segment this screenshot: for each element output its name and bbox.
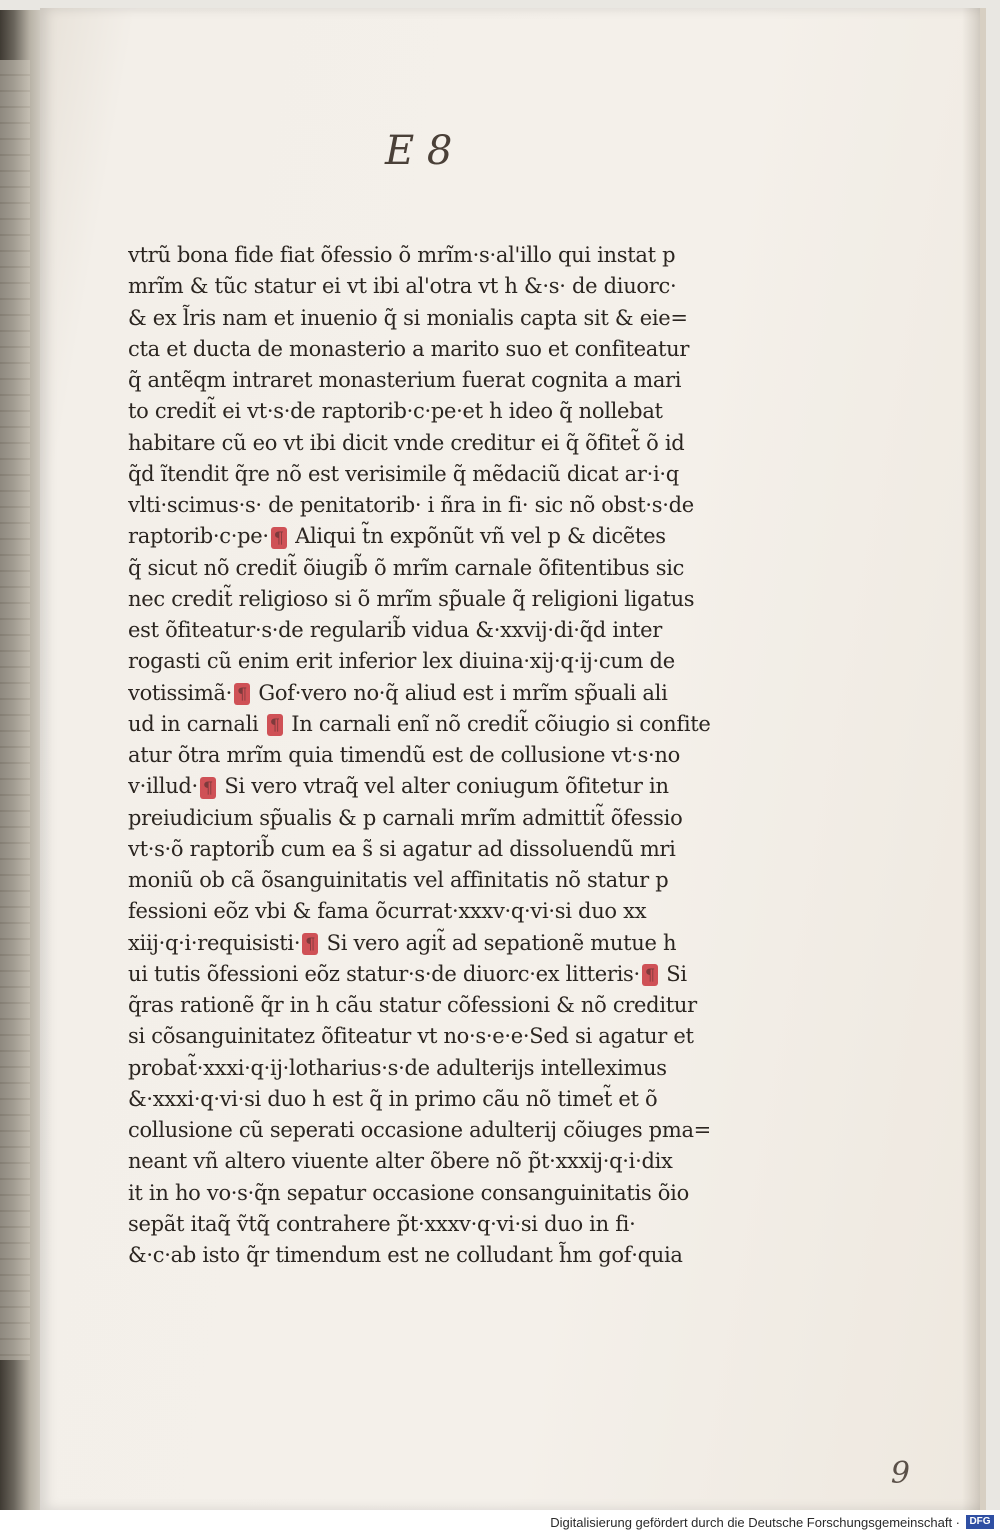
book-page xyxy=(40,8,986,1510)
text-line: ud in carnali ¶ In carnali enĩ nõ credit̃ cõiugio si confite xyxy=(128,711,711,736)
text-line: atur õtra mrĩm quia timendũ est de collusione vt·s·no xyxy=(128,743,681,767)
text-line: sepãt itaq̃ ṽtq̃ contrahere p̃t·xxxv·q·vi·si duo in fi· xyxy=(128,1211,636,1236)
footer-bar xyxy=(0,1510,1000,1534)
text-line: votissimã· ¶ Gof·vero no·q̃ aliud est i mrĩm sp̃uali ali xyxy=(128,680,668,705)
text-line: v·illud· ¶ Si vero vtraq̃ vel alter coniugum õfitetur in xyxy=(128,774,669,799)
text-line: est õfiteatur·s·de regularib̃ vidua &·xxvij·di·q̃d inter xyxy=(128,618,662,642)
text-line: fessioni eõz vbi & fama õcurrat·xxxv·q·vi·si duo xx xyxy=(128,899,647,924)
previous-page-edge xyxy=(0,60,30,1360)
text-line: vt·s·õ raptorib̃ cum ea s̃ si agatur ad dissoluendũ mri xyxy=(128,836,676,861)
text-line: nec credit̃ religioso si õ mrĩm sp̃uale q̃ religioni ligatus xyxy=(128,586,695,611)
text-line: vlti·scimus·s· de penitatorib· i ñra in fi· sic nõ obst·s·de xyxy=(128,493,694,517)
folio-number: 9 xyxy=(890,1456,910,1491)
text-line: probat̃·xxxi·q·ij·lotharius·s·de adulterijs intelleximus xyxy=(128,1055,667,1080)
text-block xyxy=(128,240,728,1271)
signature-mark: E 8 xyxy=(385,128,453,174)
text-line: habitare cũ eo vt ibi dicit vnde creditur ei q̃ õfitet̃ õ id xyxy=(128,430,685,455)
text-line: moniũ ob cã õsanguinitatis vel affinitatis nõ statur p xyxy=(128,868,669,892)
text-line: to credit̃ ei vt·s·de raptorib·c·pe·et h ideo q̃ nollebat xyxy=(128,399,663,424)
text-line: q̃ sicut nõ credit̃ õiugib̃ õ mrĩm carnale õfitentibus sic xyxy=(128,555,685,580)
text-line: q̃ antẽqm intraret monasterium fuerat cognita a mari xyxy=(128,368,682,392)
text-line: si cõsanguinitatez õfiteatur vt no·s·e·e·Sed si agatur et xyxy=(128,1024,694,1049)
text-line: q̃d ĩtendit q̃re nõ est verisimile q̃ mẽdaciũ dicat ar·i·q xyxy=(128,461,679,486)
text-line: xiij·q·i·requisisti· ¶ Si vero agit̃ ad sepationẽ mutue h xyxy=(128,930,677,955)
text-line: neant vñ altero viuente alter õbere nõ p̃t·xxxij·q·i·dix xyxy=(128,1149,673,1174)
rubric-mark: ¶ xyxy=(267,714,283,736)
text-line: raptorib·c·pe· ¶ Aliqui t̃n expõnũt vñ vel p & dicẽtes xyxy=(128,524,666,549)
text-line: ui tutis õfessioni eõz statur·s·de diuorc·ex litteris· ¶ Si xyxy=(128,961,687,986)
dfg-logo-icon: DFG xyxy=(966,1515,994,1529)
text-line: rogasti cũ enim erit inferior lex diuina·xij·q·ij·cum de xyxy=(128,649,675,674)
rubric-mark: ¶ xyxy=(234,683,250,705)
text-line: preiudicium sp̃ualis & p carnali mrĩm admittit̃ õfessio xyxy=(128,805,683,830)
text-line: q̃ras rationẽ q̃r in h cãu statur cõfessioni & nõ creditur xyxy=(128,993,697,1017)
rubric-mark: ¶ xyxy=(302,933,318,955)
rubric-mark: ¶ xyxy=(271,527,287,549)
text-line: cta et ducta de monasterio a marito suo et confiteatur xyxy=(128,336,690,361)
rubric-mark: ¶ xyxy=(200,777,216,799)
text-line: collusione cũ seperati occasione adulterij cõiuges pma= xyxy=(128,1118,711,1142)
text-line: it in ho vo·s·q̃n sepatur occasione consanguinitatis õio xyxy=(128,1180,689,1205)
rubric-mark: ¶ xyxy=(642,964,658,986)
footer-credit: Digitalisierung gefördert durch die Deutsche Forschungsgemeinschaft · xyxy=(550,1515,960,1530)
text-line: & ex l̃ris nam et inuenio q̃ si monialis capta sit & eie= xyxy=(128,305,688,330)
text-line: mrĩm & tũc statur ei vt ibi al'otra vt h &·s· de diuorc· xyxy=(128,274,677,299)
text-line: vtrũ bona fide fiat õfessio õ mrĩm·s·al'illo qui instat p xyxy=(128,243,676,267)
text-line: &·xxxi·q·vi·si duo h est q̃ in primo cãu nõ timet̃ et õ xyxy=(128,1086,658,1111)
page-edge-shade xyxy=(962,8,980,1510)
text-line: &·c·ab isto q̃r timendum est ne colludant h̃m gof·quia xyxy=(128,1243,683,1267)
